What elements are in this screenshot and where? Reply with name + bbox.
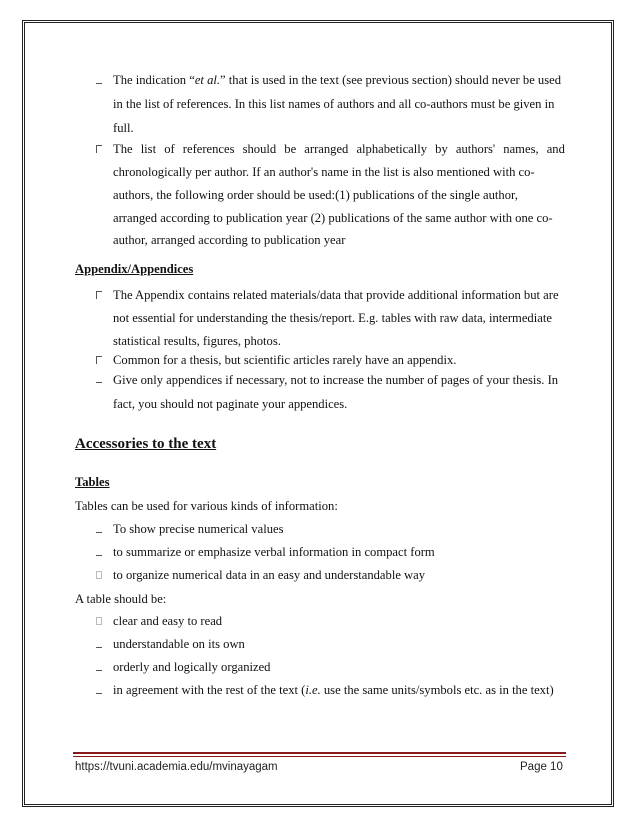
- list-item-line: in the list of references. In this list names of authors and all co-authors must be given in: [113, 97, 555, 111]
- bullet-icon: [96, 375, 102, 383]
- list-item: Give only appendices if necessary, not to increase the number of pages of your thesis. In: [113, 373, 559, 387]
- list-item-line: arranged according to publication year (2) publications of the same author with one co-: [113, 211, 553, 225]
- bullet-icon: [96, 571, 102, 579]
- bullet-icon: [96, 356, 102, 364]
- bullet-icon: [96, 617, 102, 625]
- list-item-line: chronologically per author. If an author's name in the list is also mentioned with co-: [113, 165, 535, 179]
- list-item: The list of references should be arranged alphabetically by authors' names, and: [113, 142, 565, 156]
- page-number: Page 10: [520, 761, 563, 773]
- list-item: clear and easy to read: [113, 614, 223, 628]
- list-item: Common for a thesis, but scientific articles rarely have an appendix.: [113, 353, 457, 367]
- subsection-heading: Tables: [75, 475, 110, 489]
- list-item: orderly and logically organized: [113, 660, 271, 674]
- list-item: to summarize or emphasize verbal information in compact form: [113, 545, 435, 559]
- list-item: in agreement with the rest of the text (i.e. use the same units/symbols etc. as in the text): [113, 683, 554, 697]
- bullet-icon: [96, 76, 102, 84]
- bullet-icon: [96, 686, 102, 694]
- paragraph: Tables can be used for various kinds of information:: [75, 499, 338, 513]
- paragraph: A table should be:: [75, 592, 167, 606]
- list-item-line: fact, you should not paginate your appendices.: [113, 397, 348, 411]
- bullet-icon: [96, 663, 102, 671]
- bullet-icon: [96, 548, 102, 556]
- list-item-line: authors, the following order should be used:(1) publications of the single author,: [113, 188, 518, 202]
- bullet-icon: [96, 145, 102, 153]
- list-item-line: not essential for understanding the thesis/report. E.g. tables with raw data, intermediate: [113, 311, 552, 325]
- list-item-line: author, arranged according to publication year: [113, 233, 346, 247]
- footer-url: https://tvuni.academia.edu/mvinayagam: [75, 761, 278, 773]
- footer-rule: [73, 752, 566, 754]
- bullet-icon: [96, 291, 102, 299]
- bullet-icon: [96, 525, 102, 533]
- list-item: understandable on its own: [113, 637, 245, 651]
- footer-rule-thin: [73, 756, 566, 757]
- list-item: to organize numerical data in an easy and understandable way: [113, 568, 426, 582]
- section-title: Accessories to the text: [75, 436, 217, 452]
- bullet-icon: [96, 640, 102, 648]
- list-item: To show precise numerical values: [113, 522, 284, 536]
- list-item-line: statistical results, figures, photos.: [113, 334, 281, 348]
- list-item-line: full.: [113, 121, 134, 135]
- section-heading: Appendix/Appendices: [75, 262, 194, 276]
- list-item: The Appendix contains related materials/data that provide additional information but are: [113, 288, 559, 302]
- list-item: The indication “et al.” that is used in the text (see previous section) should never be used: [113, 73, 562, 87]
